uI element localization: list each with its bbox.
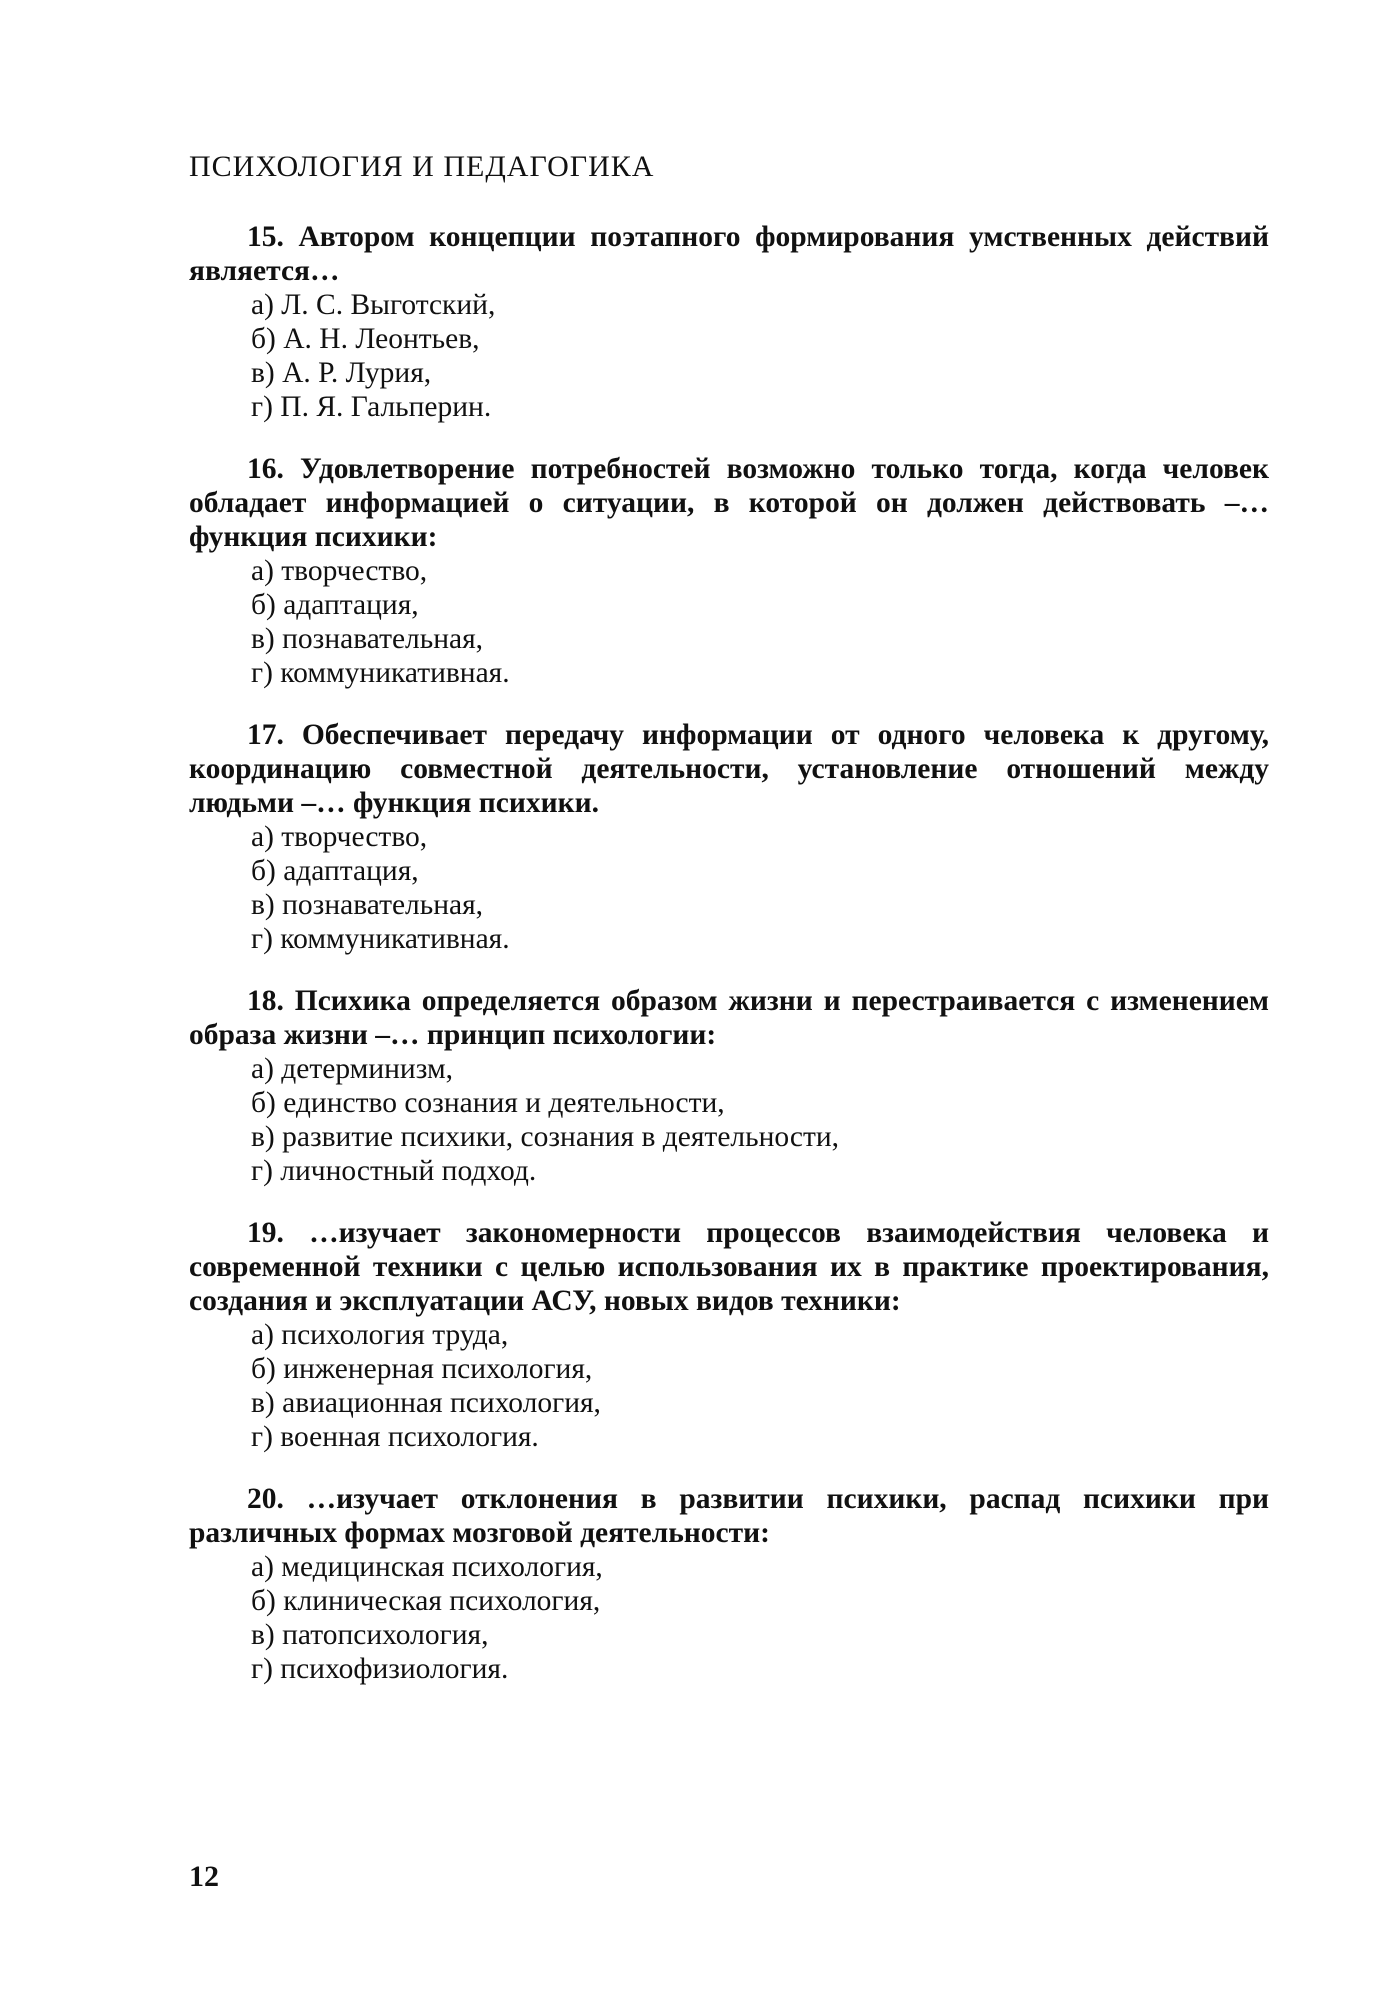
question-text: 20. …изучает отклонения в развитии психики, распад психики при различных формах мозговой деятельности: (189, 1483, 1269, 1549)
answer-option-b: б) инженерная психология, (251, 1353, 593, 1385)
answer-option-a: а) медицинская психология, (251, 1551, 603, 1583)
question-18 (189, 984, 1269, 1188)
answer-option-b: б) адаптация, (251, 855, 419, 887)
question-text: 16. Удовлетворение потребностей возможно только тогда, когда человек обладает информацией о ситуации, в которой он должен действовать –… функция психики: (189, 453, 1269, 553)
answer-option-c: в) авиационная психология, (251, 1387, 601, 1419)
answer-options (189, 1550, 1269, 1686)
question-19 (189, 1216, 1269, 1454)
answer-option-b: б) адаптация, (251, 589, 419, 621)
question-20 (189, 1482, 1269, 1686)
question-text: 15. Автором концепции поэтапного формирования умственных действий является… (189, 221, 1269, 287)
answer-option-d: г) П. Я. Гальперин. (251, 391, 492, 423)
answer-option-d: г) военная психология. (251, 1421, 539, 1453)
question-list (189, 220, 1269, 1714)
answer-option-c: в) патопсихология, (251, 1619, 489, 1651)
answer-option-d: г) психофизиология. (251, 1653, 509, 1685)
answer-option-a: а) творчество, (251, 555, 428, 587)
page-number: 12 (189, 1860, 219, 1893)
answer-option-d: г) коммуникативная. (251, 657, 510, 689)
answer-options (189, 1052, 1269, 1188)
question-17 (189, 718, 1269, 956)
question-15 (189, 220, 1269, 424)
answer-options (189, 1318, 1269, 1454)
answer-option-c: в) А. Р. Лурия, (251, 357, 432, 389)
question-text: 19. …изучает закономерности процессов взаимодействия человека и современной техники с целью использования их в практике проектирования, создания и эксплуатации АСУ, новых видов техники: (189, 1217, 1269, 1317)
answer-option-a: а) творчество, (251, 821, 428, 853)
answer-option-c: в) познавательная, (251, 889, 484, 921)
answer-option-a: а) психология труда, (251, 1319, 509, 1351)
answer-option-c: в) познавательная, (251, 623, 484, 655)
answer-option-b: б) единство сознания и деятельности, (251, 1087, 725, 1119)
answer-option-a: а) Л. С. Выготский, (251, 289, 496, 321)
answer-options (189, 288, 1269, 424)
answer-option-b: б) клиническая психология, (251, 1585, 601, 1617)
answer-option-a: а) детерминизм, (251, 1053, 453, 1085)
question-16 (189, 452, 1269, 690)
answer-option-c: в) развитие психики, сознания в деятельности, (251, 1121, 840, 1153)
question-text: 18. Психика определяется образом жизни и перестраивается с изменением образа жизни –… принцип психологии: (189, 985, 1269, 1051)
answer-options (189, 554, 1269, 690)
running-header: ПСИХОЛОГИЯ И ПЕДАГОГИКА (189, 150, 655, 183)
answer-option-d: г) личностный подход. (251, 1155, 537, 1187)
answer-options (189, 820, 1269, 956)
answer-option-d: г) коммуникативная. (251, 923, 510, 955)
question-text: 17. Обеспечивает передачу информации от одного человека к другому, координацию совместной деятельности, установление отношений между людьми –… функция психики. (189, 719, 1269, 819)
answer-option-b: б) А. Н. Леонтьев, (251, 323, 480, 355)
